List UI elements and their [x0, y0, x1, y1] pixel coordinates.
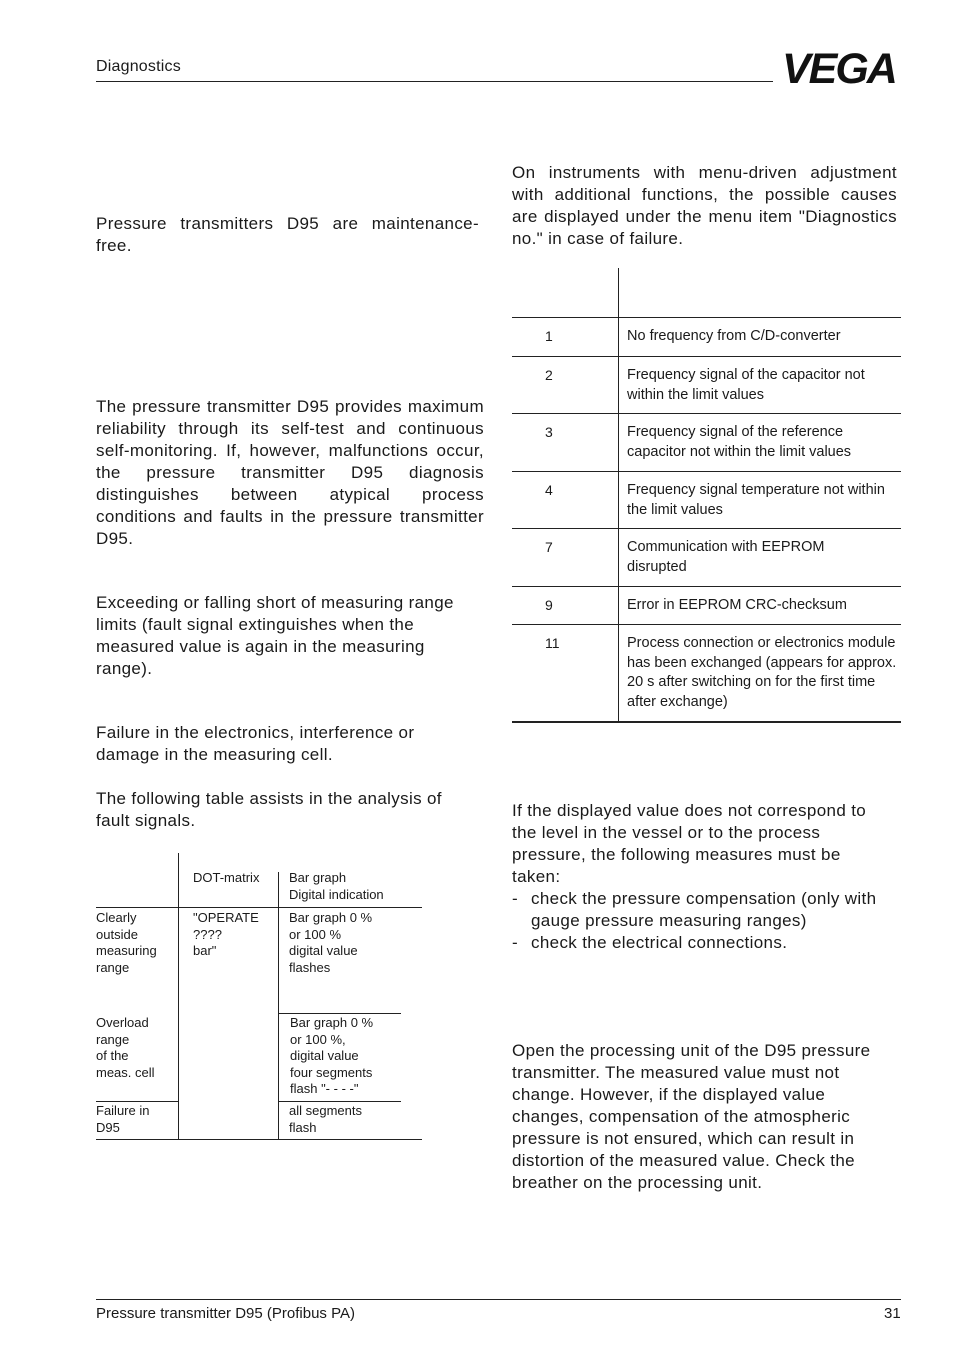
section-title: Diagnostics	[96, 58, 181, 75]
diag-number: 3	[545, 424, 553, 440]
diagnostics-table-rule	[512, 586, 901, 587]
fault-row-bar: Bar graph 0 % or 100 %, digital value four segments flash "- - - -"	[290, 1015, 374, 1096]
fault-table-header-bar: Bar graph Digital indication	[289, 870, 384, 902]
fault-table-rule	[278, 1013, 401, 1014]
fault-table-header-dot: DOT-matrix	[193, 870, 260, 885]
fault-row-dot: "OPERATE ???? bar"	[193, 910, 259, 958]
diagnostics-table-rule	[512, 471, 901, 472]
fault-table-rule	[96, 1101, 178, 1102]
diag-description: Frequency signal of the capacitor not within the limit values	[627, 367, 865, 403]
fault-table-rule	[96, 1139, 422, 1140]
diag-number: 11	[545, 635, 560, 651]
open-unit-paragraph: Open the processing unit of the D95 pressure transmitter. The measured value must not change. However, if the displayed value changes, compensation of the atmospheric pressure is not ensured, which can result in distortion of the measured value. Check the breather on the processing unit.	[512, 1041, 871, 1192]
fault-table-divider	[178, 853, 179, 1140]
fault-row-condition: Overload range of the meas. cell	[96, 1015, 155, 1080]
reliability-paragraph: The pressure transmitter D95 provides maximum reliability through its self-test and continuous self-monitoring. If, however, malfunctions occur, the pressure transmitter D95 diagnosis distinguishes between atypical process conditions and faults in the pressure transmitter D95.	[96, 397, 484, 548]
diag-number: 2	[545, 367, 553, 383]
logo-text: VEGA	[782, 50, 896, 86]
following-paragraph: The following table assists in the analysis of fault signals.	[96, 789, 442, 830]
menu-intro-paragraph: On instruments with menu-driven adjustment with additional functions, the possible causes are displayed under the menu item "Diagnostics no." in case of failure.	[512, 163, 897, 248]
diag-description: Error in EEPROM CRC-checksum	[627, 597, 847, 613]
diagnostics-table-rule	[512, 721, 901, 723]
displayed-value-paragraph: If the displayed value does not correspond to the level in the vessel or to the process pressure, the following measures must be taken: - check the pressure compensation (only with gauge pressure measuring ranges) - check the electrical connections.	[512, 800, 882, 954]
diag-description: Process connection or electronics module has been exchanged (appears for approx. 20 s after switching on for the first time after exchange)	[627, 635, 897, 710]
diagnostics-table-rule	[512, 413, 901, 414]
fault-table-rule	[278, 1101, 401, 1102]
fault-row-bar: all segments flash	[289, 1103, 362, 1135]
fault-table-divider	[278, 872, 279, 1140]
fault-row-condition: Failure in D95	[96, 1103, 150, 1135]
vega-logo	[782, 50, 902, 86]
diagnostics-table-divider	[618, 268, 619, 723]
footer-rule	[96, 1299, 901, 1300]
diag-number: 1	[545, 328, 553, 344]
fault-row-condition: Clearly outside measuring range	[96, 910, 157, 975]
page-number: 31	[884, 1305, 901, 1322]
diag-number: 4	[545, 482, 553, 498]
failure-paragraph: Failure in the electronics, interference or damage in the measuring cell.	[96, 723, 415, 764]
fault-table-rule	[96, 907, 422, 908]
diag-description: No frequency from C/D-converter	[627, 328, 841, 344]
diag-number: 7	[545, 539, 553, 555]
diag-description: Communication with EEPROM disrupted	[627, 539, 825, 575]
diag-number: 9	[545, 597, 553, 613]
diagnostics-table-rule	[512, 624, 901, 625]
diag-description: Frequency signal of the reference capacitor not within the limit values	[627, 424, 852, 460]
diagnostics-table-rule	[512, 528, 901, 529]
fault-row-bar: Bar graph 0 % or 100 % digital value flashes	[289, 910, 373, 975]
measure-item: - check the pressure compensation (only with gauge pressure measuring ranges)	[512, 889, 877, 930]
diagnostics-table-rule	[512, 356, 901, 357]
maintenance-paragraph: Pressure transmitters D95 are maintenance-free.	[96, 214, 479, 255]
measure-item: - check the electrical connections.	[512, 933, 788, 952]
diagnostics-table-rule	[512, 317, 901, 318]
footer-title: Pressure transmitter D95 (Profibus PA)	[96, 1305, 355, 1322]
exceeding-paragraph: Exceeding or falling short of measuring range limits (fault signal extinguishes when the measured value is again in the measuring range).	[96, 593, 454, 678]
diag-description: Frequency signal temperature not within the limit values	[627, 482, 885, 518]
header-rule	[96, 81, 773, 82]
